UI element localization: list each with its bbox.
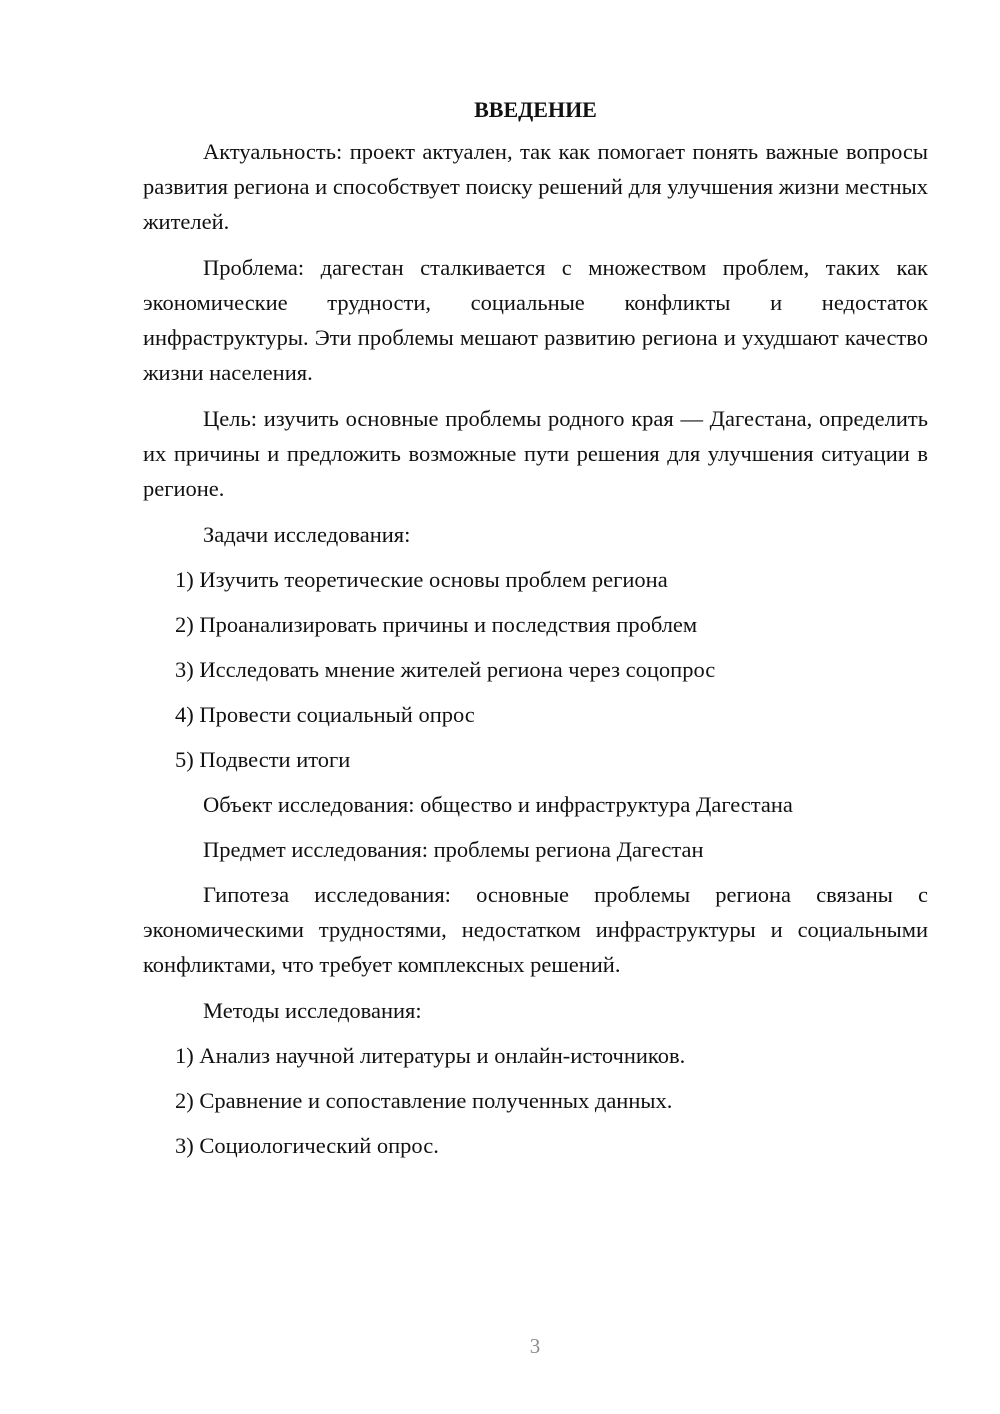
task-item: 4) Провести социальный опрос [175, 702, 475, 727]
tasks-heading: Задачи исследования: [203, 522, 411, 547]
method-item: 2) Сравнение и сопоставление полученных данных. [175, 1088, 673, 1113]
task-item: 3) Исследовать мнение жителей региона через соцопрос [175, 657, 716, 682]
problem-paragraph: Проблема: дагестан сталкивается с множеством проблем, таких как экономические трудности, социальные конфликты и недостаток инфраструктуры. Эти проблемы мешают развитию региона и ухудшают качество жизни населения. [143, 255, 928, 385]
page-number: 3 [529, 1334, 541, 1358]
hypothesis-paragraph: Гипотеза исследования: основные проблемы региона связаны с экономическими трудностями, недостатком инфраструктуры и социальными конфликтами, что требует комплексных решений. [143, 882, 928, 977]
methods-heading: Методы исследования: [203, 998, 422, 1023]
methods-list [143, 1038, 928, 1163]
method-item: 1) Анализ научной литературы и онлайн-источников. [175, 1043, 686, 1068]
object-paragraph: Объект исследования: общество и инфраструктура Дагестана [203, 792, 793, 817]
tasks-list [143, 562, 928, 777]
relevance-paragraph: Актуальность: проект актуален, так как помогает понять важные вопросы развития региона и способствует поиску решений для улучшения жизни местных жителей. [143, 139, 928, 234]
goal-paragraph: Цель: изучить основные проблемы родного края — Дагестана, определить их причины и предложить возможные пути решения для улучшения ситуации в регионе. [143, 406, 928, 501]
page-content [143, 93, 928, 1173]
method-item: 3) Социологический опрос. [175, 1133, 439, 1158]
subject-paragraph: Предмет исследования: проблемы региона Дагестан [203, 837, 704, 862]
task-item: 1) Изучить теоретические основы проблем региона [175, 567, 668, 592]
section-title: ВВЕДЕНИЕ [474, 97, 597, 122]
task-item: 5) Подвести итоги [175, 747, 351, 772]
task-item: 2) Проанализировать причины и последствия проблем [175, 612, 698, 637]
